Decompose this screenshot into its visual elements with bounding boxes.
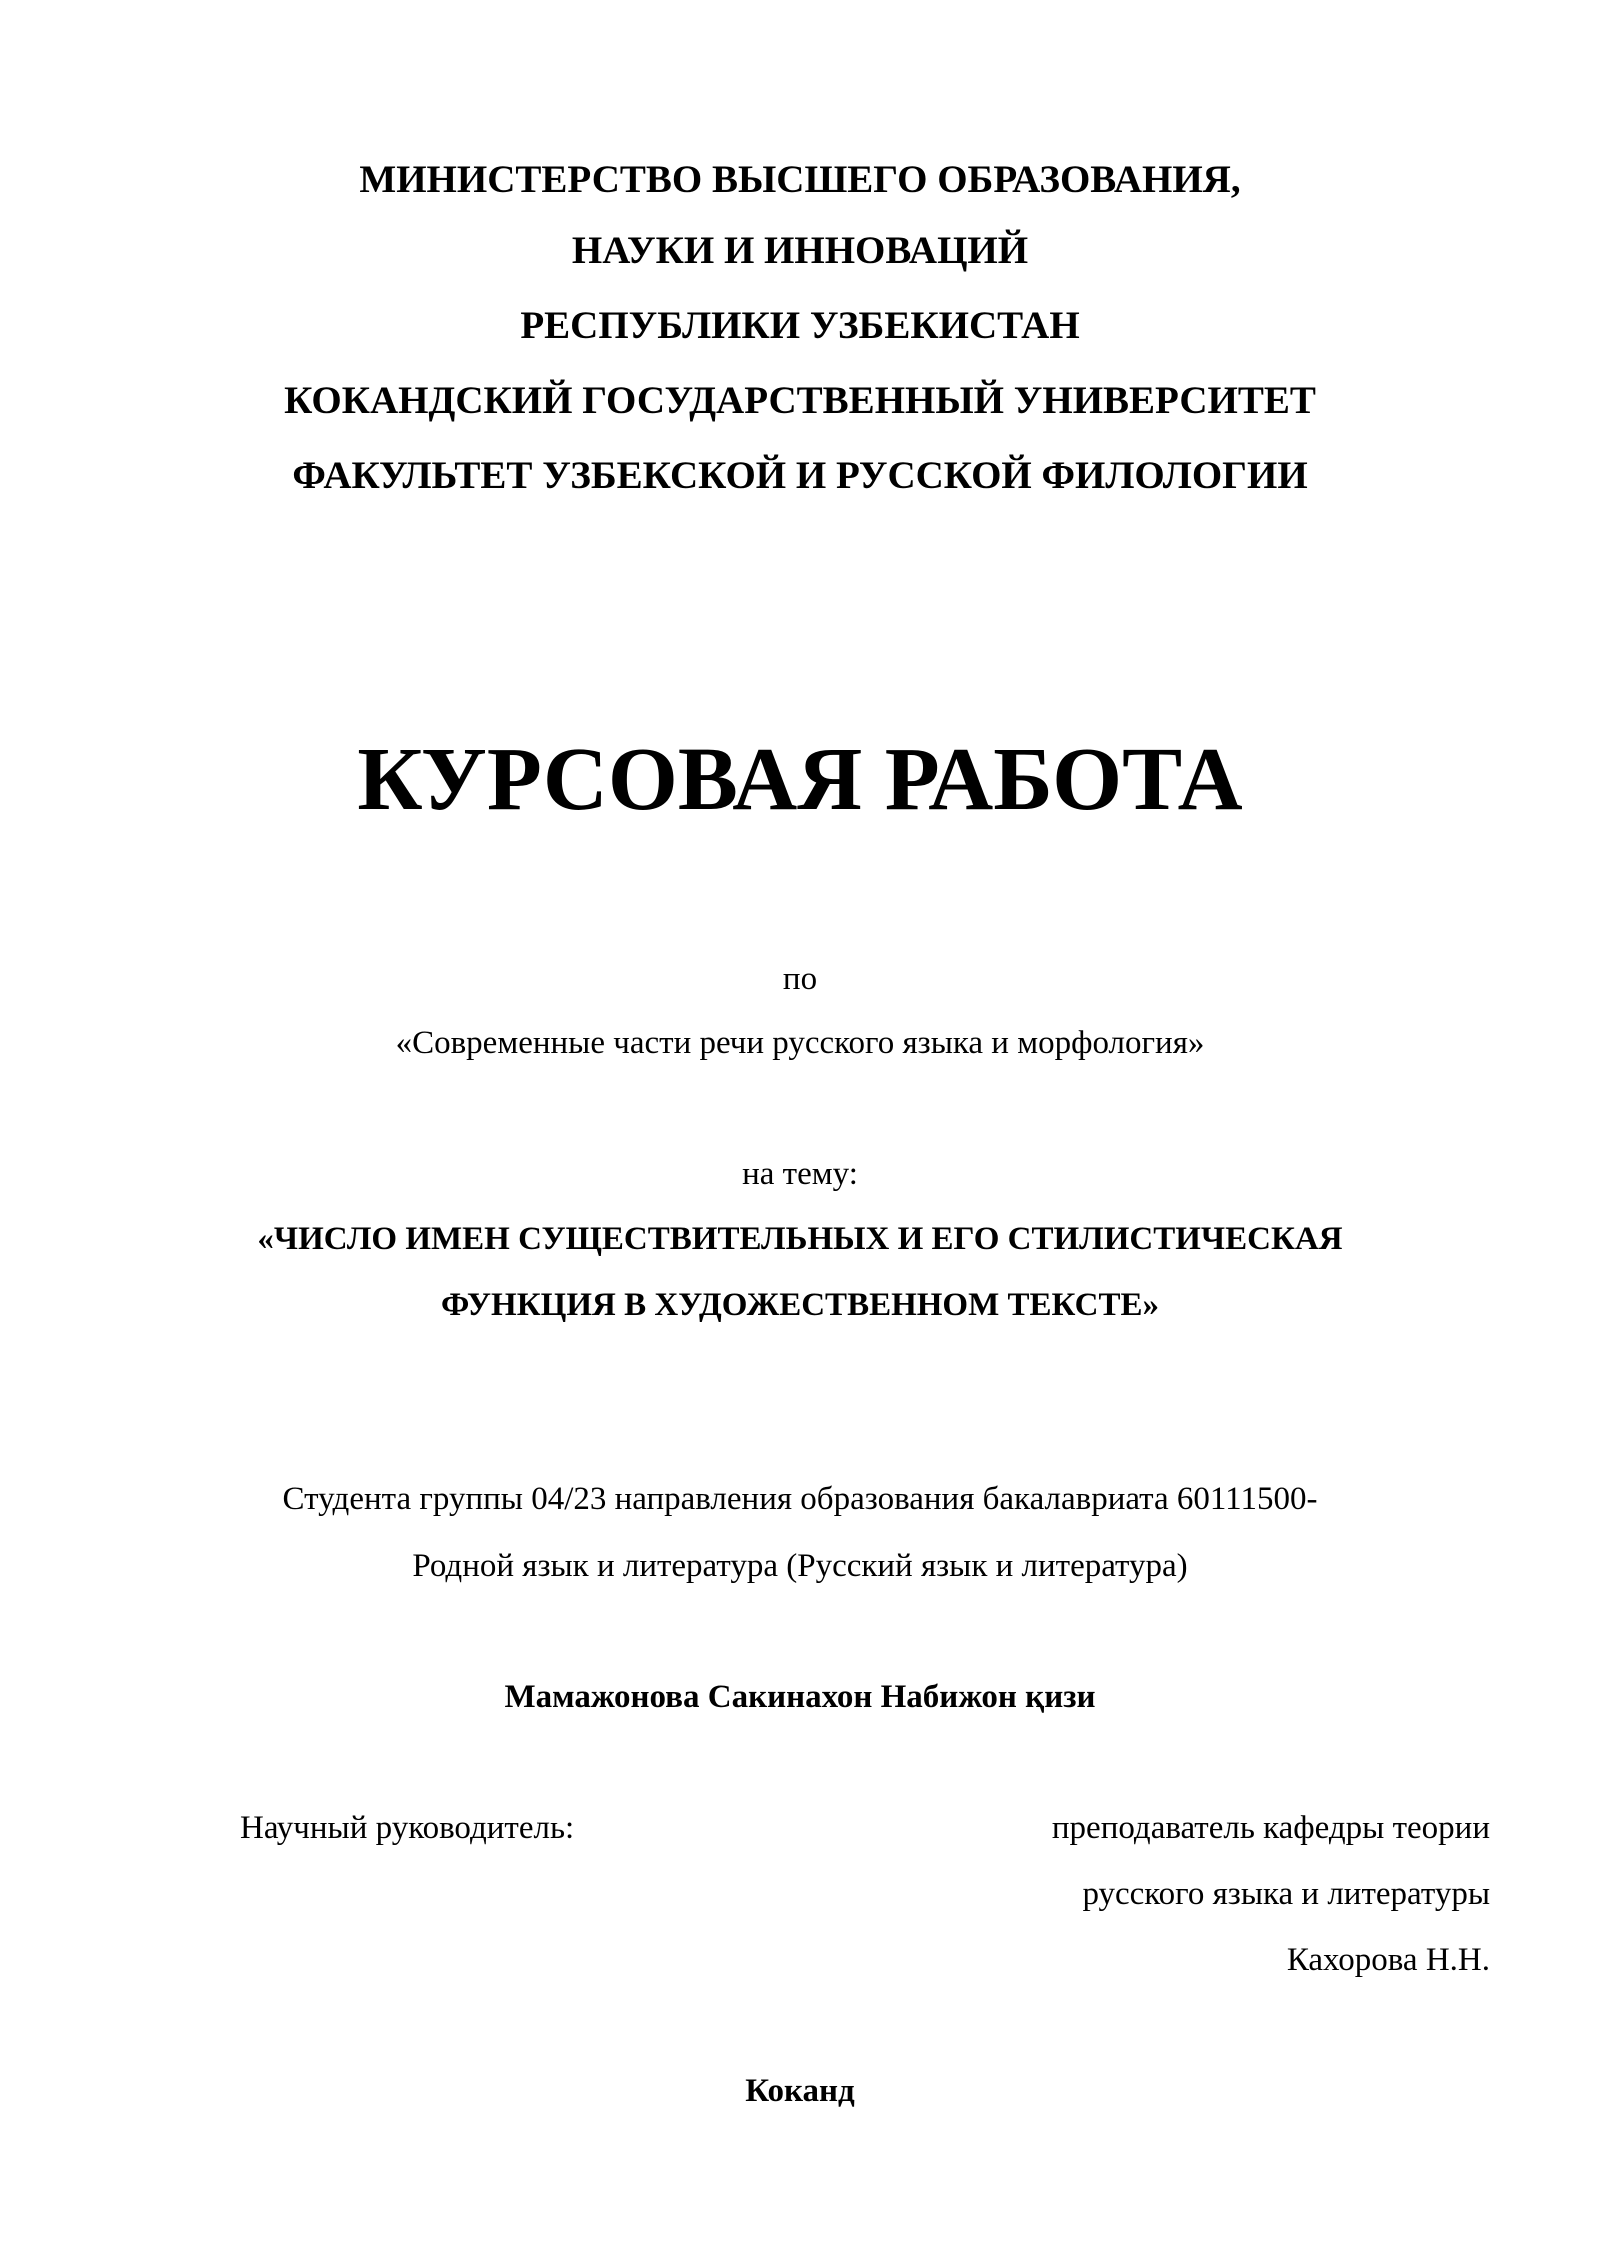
subject-prefix: по — [782, 961, 818, 997]
topic-prefix: на тему: — [742, 1156, 858, 1192]
topic-line-2: ФУНКЦИЯ В ХУДОЖЕСТВЕННОМ ТЕКСТЕ» — [441, 1287, 1159, 1323]
supervisor-name: Кахорова Н.Н. — [1286, 1942, 1490, 1978]
supervisor-position-line-2: русского языка и литературы — [1082, 1876, 1490, 1912]
header-line-science: НАУКИ И ИННОВАЦИЙ — [571, 229, 1029, 272]
header-line-university: КОКАНДСКИЙ ГОСУДАРСТВЕННЫЙ УНИВЕРСИТЕТ — [284, 379, 1316, 422]
student-group-line: Студента группы 04/23 направления образования бакалавриата 60111500- — [282, 1481, 1318, 1517]
header-line-republic: РЕСПУБЛИКИ УЗБЕКИСТАН — [520, 304, 1080, 347]
student-program-line: Родной язык и литература (Русский язык и литература) — [412, 1548, 1188, 1584]
student-name: Мамажонова Сакинахон Набижон қизи — [504, 1679, 1096, 1715]
header-line-ministry: МИНИСТЕРСТВО ВЫСШЕГО ОБРАЗОВАНИЯ, — [359, 158, 1241, 201]
header-line-faculty: ФАКУЛЬТЕТ УЗБЕКСКОЙ И РУССКОЙ ФИЛОЛОГИИ — [292, 454, 1308, 497]
city: Коканд — [745, 2073, 855, 2109]
topic-line-1: «ЧИСЛО ИМЕН СУЩЕСТВИТЕЛЬНЫХ И ЕГО СТИЛИСТИЧЕСКАЯ — [257, 1221, 1343, 1257]
subject-name: «Современные части речи русского языка и морфология» — [395, 1025, 1205, 1061]
supervisor-position-line-1: преподаватель кафедры теории — [1051, 1810, 1490, 1846]
document-title: КУРСОВАЯ РАБОТА — [357, 730, 1243, 829]
supervisor-label: Научный руководитель: — [240, 1810, 575, 1846]
